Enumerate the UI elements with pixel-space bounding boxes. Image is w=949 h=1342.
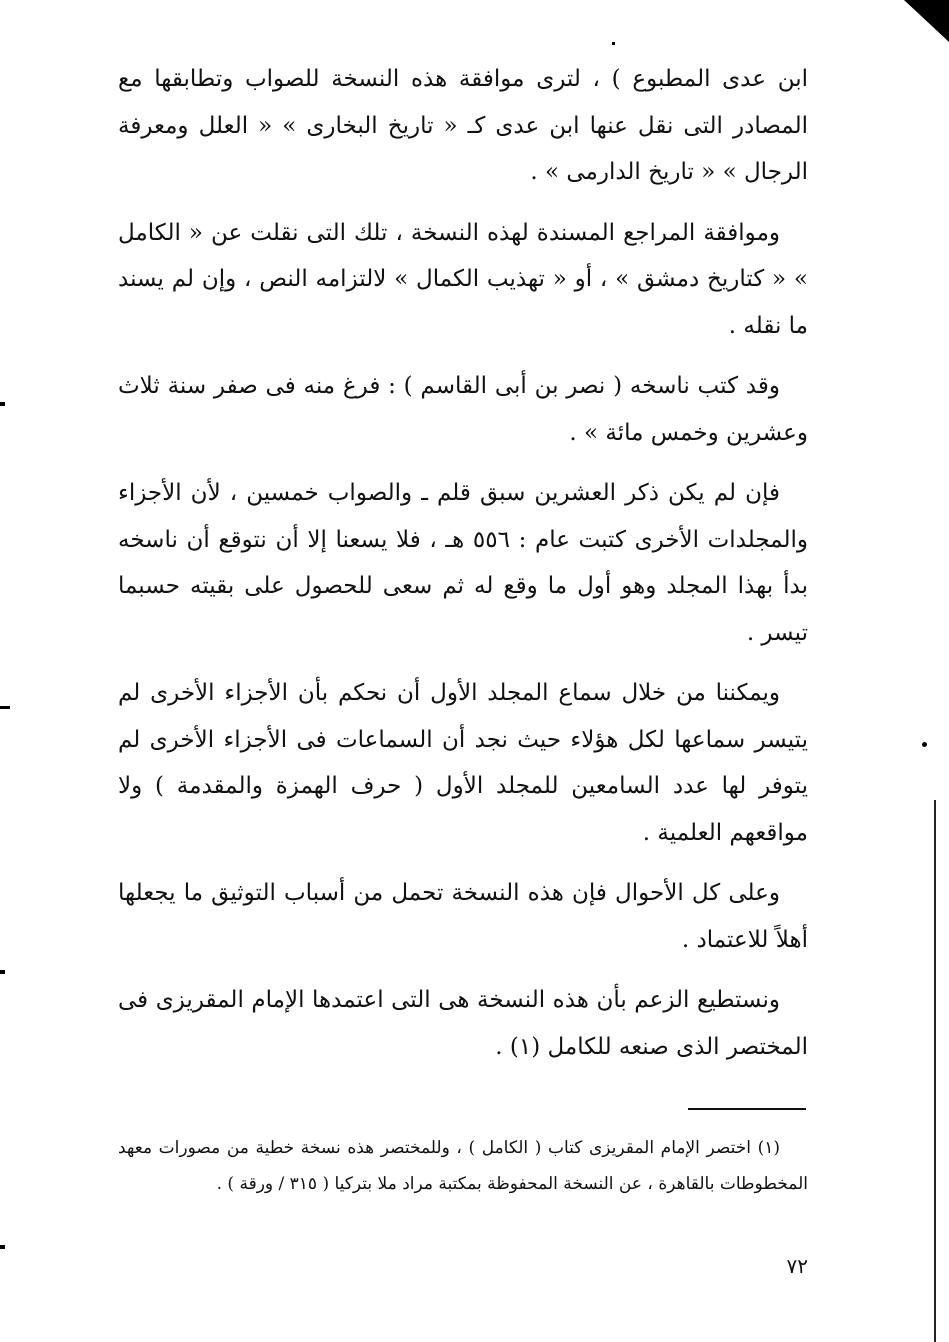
scan-speck (0, 1245, 5, 1249)
main-text (118, 56, 808, 1084)
paragraph: ويمكننا من خلال سماع المجلد الأول أن نحكم بأن الأجزاء الأخرى لم يتيسر سماعها لكل هؤلاء حيث نجد أن السماعات فى الأجزاء الأخرى لم يتوفر لها عدد السامعين للمجلد الأول ( حرف الهمزة والمقدمة ) ولا مواقعهم العلمية . (118, 680, 808, 846)
scan-speck (0, 402, 5, 406)
paragraph: وعلى كل الأحوال فإن هذه النسخة تحمل من أسباب التوثيق ما يجعلها أهلاً للاعتماد . (118, 880, 808, 953)
page-number: ٧٢ (786, 1254, 808, 1278)
corner-scan-mark (904, 0, 949, 42)
scan-speck (612, 42, 615, 45)
paragraph: فإن لم يكن ذكر العشرين سبق قلم ـ والصواب خمسين ، لأن الأجزاء والمجلدات الأخرى كتبت عام : ٥٥٦ هـ ، فلا يسعنا إلا أن نتوقع أن ناسخه بدأ بهذا المجلد وهو أول ما وقع له ثم سعى للحصول على بقيته حسبما تيسر . (118, 480, 808, 646)
footnote-separator (688, 1108, 806, 1110)
scan-speck (0, 706, 10, 709)
page-edge-line (934, 800, 936, 1342)
paragraph: ابن عدى المطبوع ) ، لترى موافقة هذه النسخة للصواب وتطابقها مع المصادر التى نقل عنها ابن عدى كـ « تاريخ البخارى » « العلل ومعرفة الرجال » « تاريخ الدارمى » . (118, 66, 808, 185)
paragraph: وقد كتب ناسخه ( نصر بن أبى القاسم ) : فرغ منه فى صفر سنة ثلاث وعشرين وخمس مائة » . (118, 373, 808, 446)
scan-speck (922, 742, 927, 747)
paragraph: وموافقة المراجع المسندة لهذه النسخة ، تلك التى نقلت عن « الكامل » « كتاريخ دمشق » ، أو « تهذيب الكمال » لالتزامه النص ، وإن لم يسند ما نقله . (118, 219, 808, 339)
paragraph: ونستطيع الزعم بأن هذه النسخة هى التى اعتمدها الإمام المقريزى فى المختصر الذى صنعه للكامل (١) . (118, 987, 808, 1060)
footnotes (118, 1130, 808, 1202)
footnote: (١) اختصر الإمام المقريزى كتاب ( الكامل ) ، وللمختصر هذه نسخة خطية من مصورات معهد المخطوطات بالقاهرة ، عن النسخة المحفوظة بمكتبة مراد ملا بتركيا ( ٣١٥ / ورقة ) . (118, 1138, 808, 1194)
scan-speck (0, 970, 5, 974)
